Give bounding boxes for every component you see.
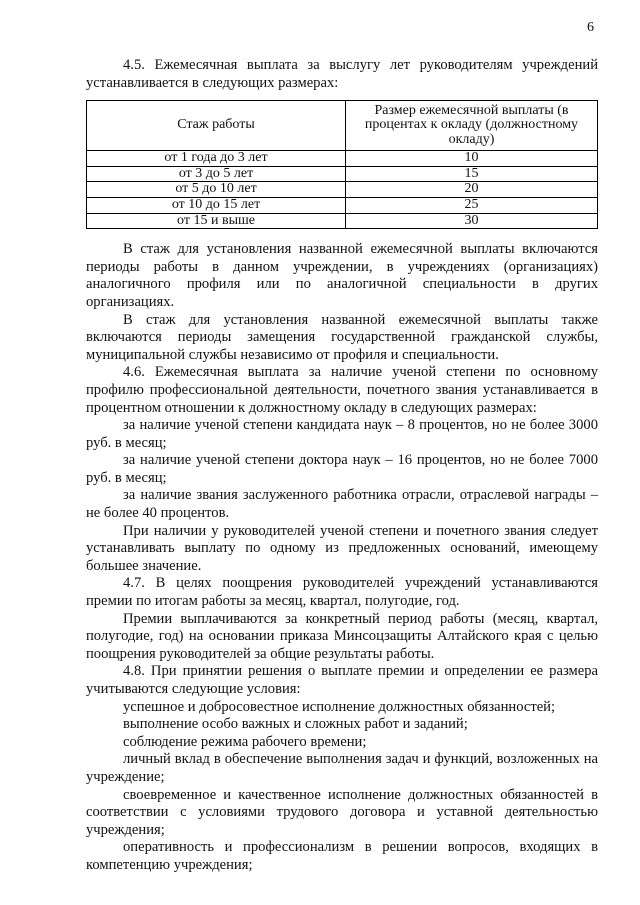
- paragraph: за наличие ученой степени кандидата наук – 8 процентов, но не более 3000 руб. в месяц;: [86, 417, 598, 451]
- table-cell: 20: [346, 182, 598, 198]
- paragraph: При наличии у руководителей ученой степени и почетного звания следует устанавливать выплату по одному из предложенных оснований, имеющему большее значение.: [86, 522, 598, 574]
- list-item: оперативность и профессионализм в решении вопросов, входящих в компетенцию учреждения;: [86, 839, 598, 873]
- table-header-row: [87, 101, 598, 151]
- seniority-payment-table: [86, 100, 598, 229]
- section-4-5-intro: 4.5. Ежемесячная выплата за выслугу лет руководителям учреждений устанавливается в следующих размерах:: [86, 57, 598, 91]
- document-body: [86, 57, 598, 875]
- table-cell: 15: [346, 166, 598, 182]
- table-cell: от 1 года до 3 лет: [87, 151, 346, 167]
- table-cell: 10: [346, 151, 598, 167]
- table-cell: 25: [346, 197, 598, 213]
- table-header-cell: Размер ежемесячной выплаты (в процентах к окладу (должностному окладу): [346, 101, 598, 151]
- paragraph: В стаж для установления названной ежемесячной выплаты также включаются периоды замещения государственной гражданской службы, муниципальной службы независимо от профиля и специальности.: [86, 311, 598, 363]
- page-number: 6: [587, 20, 594, 35]
- table-cell: от 10 до 15 лет: [87, 197, 346, 213]
- list-item: соблюдение режима рабочего времени;: [123, 733, 367, 750]
- paragraph: за наличие ученой степени доктора наук – 16 процентов, но не более 7000 руб. в месяц;: [86, 452, 598, 486]
- list-item: своевременное и качественное исполнение должностных обязанностей в соответствии с условиями трудового договора и уставной деятельностью учреждения;: [86, 786, 598, 838]
- paragraph: за наличие звания заслуженного работника отрасли, отраслевой награды – не более 40 процентов.: [86, 487, 598, 522]
- table-cell: 30: [346, 213, 598, 229]
- table-row: [87, 166, 598, 182]
- section-4-8-paragraph: 4.8. При принятии решения о выплате премии и определении ее размера учитываются следующие условия:: [86, 663, 598, 697]
- table-row: [87, 151, 598, 167]
- table-row: [87, 197, 598, 213]
- list-item: выполнение особо важных и сложных работ и заданий;: [123, 716, 468, 733]
- table-row: [87, 213, 598, 229]
- section-4-7-paragraph: 4.7. В целях поощрения руководителей учреждений устанавливаются премии по итогам работы за месяц, квартал, полугодие, год.: [86, 575, 598, 610]
- table-cell: от 3 до 5 лет: [87, 166, 346, 182]
- table-cell: от 15 и выше: [87, 213, 346, 229]
- table-row: [87, 182, 598, 198]
- section-4-6-paragraph: 4.6. Ежемесячная выплата за наличие ученой степени по основному профилю профессиональной деятельности, почетного звания устанавливается в процентном отношении к должностному окладу в следующих размерах:: [86, 364, 598, 416]
- list-item: личный вклад в обеспечение выполнения задач и функций, возложенных на учреждение;: [86, 751, 598, 785]
- list-item: успешное и добросовестное исполнение должностных обязанностей;: [123, 698, 556, 715]
- paragraph: В стаж для установления названной ежемесячной выплаты включаются периоды работы в данном учреждении, в учреждениях (организациях) аналогичного профиля или по аналогичной специальности в других организациях.: [86, 241, 598, 310]
- table-cell: от 5 до 10 лет: [87, 182, 346, 198]
- table-header-cell: Стаж работы: [87, 101, 346, 151]
- paragraph: Премии выплачиваются за конкретный период работы (месяц, квартал, полугодие, год) на основании приказа Минсоцзащиты Алтайского края с целью поощрения руководителей за общие результаты работы.: [86, 610, 598, 662]
